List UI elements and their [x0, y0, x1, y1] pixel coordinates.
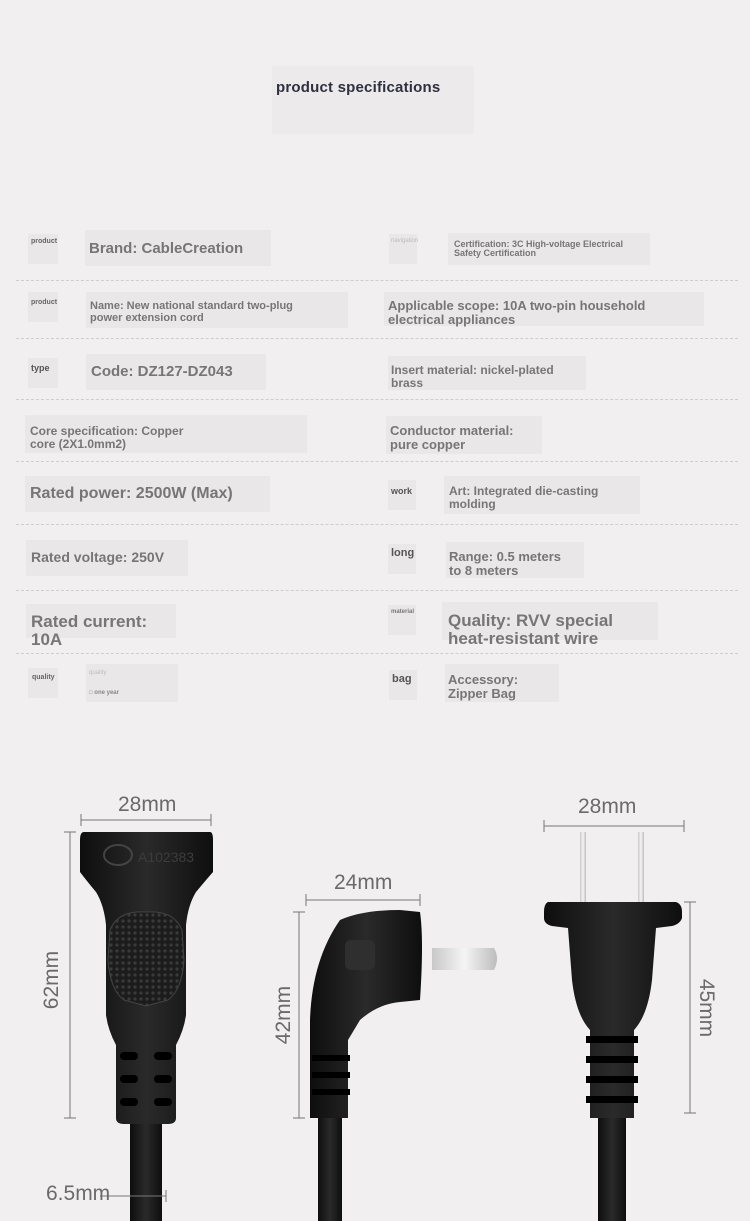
spec-certification: Certification: 3C High-voltage Electrical Safety Certification — [454, 239, 624, 259]
cable-diameter-label: 6.5mm — [46, 1182, 111, 1205]
spec-conductor: Conductor material: pure copper — [390, 423, 514, 452]
spec-power: Rated power: 2500W (Max) — [30, 485, 233, 502]
spec-quality: Quality: RVV special heat-resistant wire — [448, 611, 614, 648]
spec-art: Art: Integrated die-casting molding — [449, 484, 599, 511]
spec-voltage: Rated voltage: 250V — [31, 549, 165, 565]
angled-plug — [293, 894, 497, 1221]
spec-warranty-faint: quality — [89, 670, 107, 676]
spec-icon-label: quality — [32, 674, 55, 681]
straight-plug — [544, 820, 696, 1221]
spec-icon-label: type — [31, 363, 50, 373]
spec-insert: Insert material: nickel-plated brass — [391, 363, 554, 390]
socket-marking: A102383 — [138, 849, 195, 865]
angled-height-label: 42mm — [272, 985, 295, 1045]
spec-core: Core specification: Copper core (2X1.0mm2) — [30, 424, 184, 451]
spec-icon-label: navigation — [391, 238, 419, 244]
socket-height-label: 62mm — [40, 950, 63, 1010]
spec-code: Code: DZ127-DZ043 — [91, 363, 233, 380]
spec-icon-label: product — [31, 299, 58, 306]
spec-brand: Brand: CableCreation — [89, 240, 244, 257]
socket-width-label: 28mm — [118, 793, 177, 816]
female-socket — [64, 814, 213, 1221]
spec-icon-label: bag — [392, 673, 412, 685]
spec-current: Rated current: 10A — [31, 612, 148, 649]
plug-height-label: 45mm — [695, 978, 718, 1038]
page-title: product specifications — [276, 79, 441, 96]
plug-width-label: 28mm — [578, 795, 637, 818]
spec-name: Name: New national standard two-plug power extension cord — [90, 300, 293, 324]
spec-icon-label: work — [391, 486, 413, 496]
spec-icon-label: long — [391, 547, 415, 559]
angled-width-label: 24mm — [334, 871, 393, 894]
spec-scope: Applicable scope: 10A two-pin household electrical appliances — [388, 298, 646, 327]
spec-warranty: □ one year — [89, 690, 119, 696]
spec-range: Range: 0.5 meters to 8 meters — [449, 549, 561, 578]
spec-accessory: Accessory: Zipper Bag — [448, 672, 519, 701]
spec-icon-label: material — [391, 609, 415, 615]
spec-icon-label: product — [31, 238, 58, 245]
